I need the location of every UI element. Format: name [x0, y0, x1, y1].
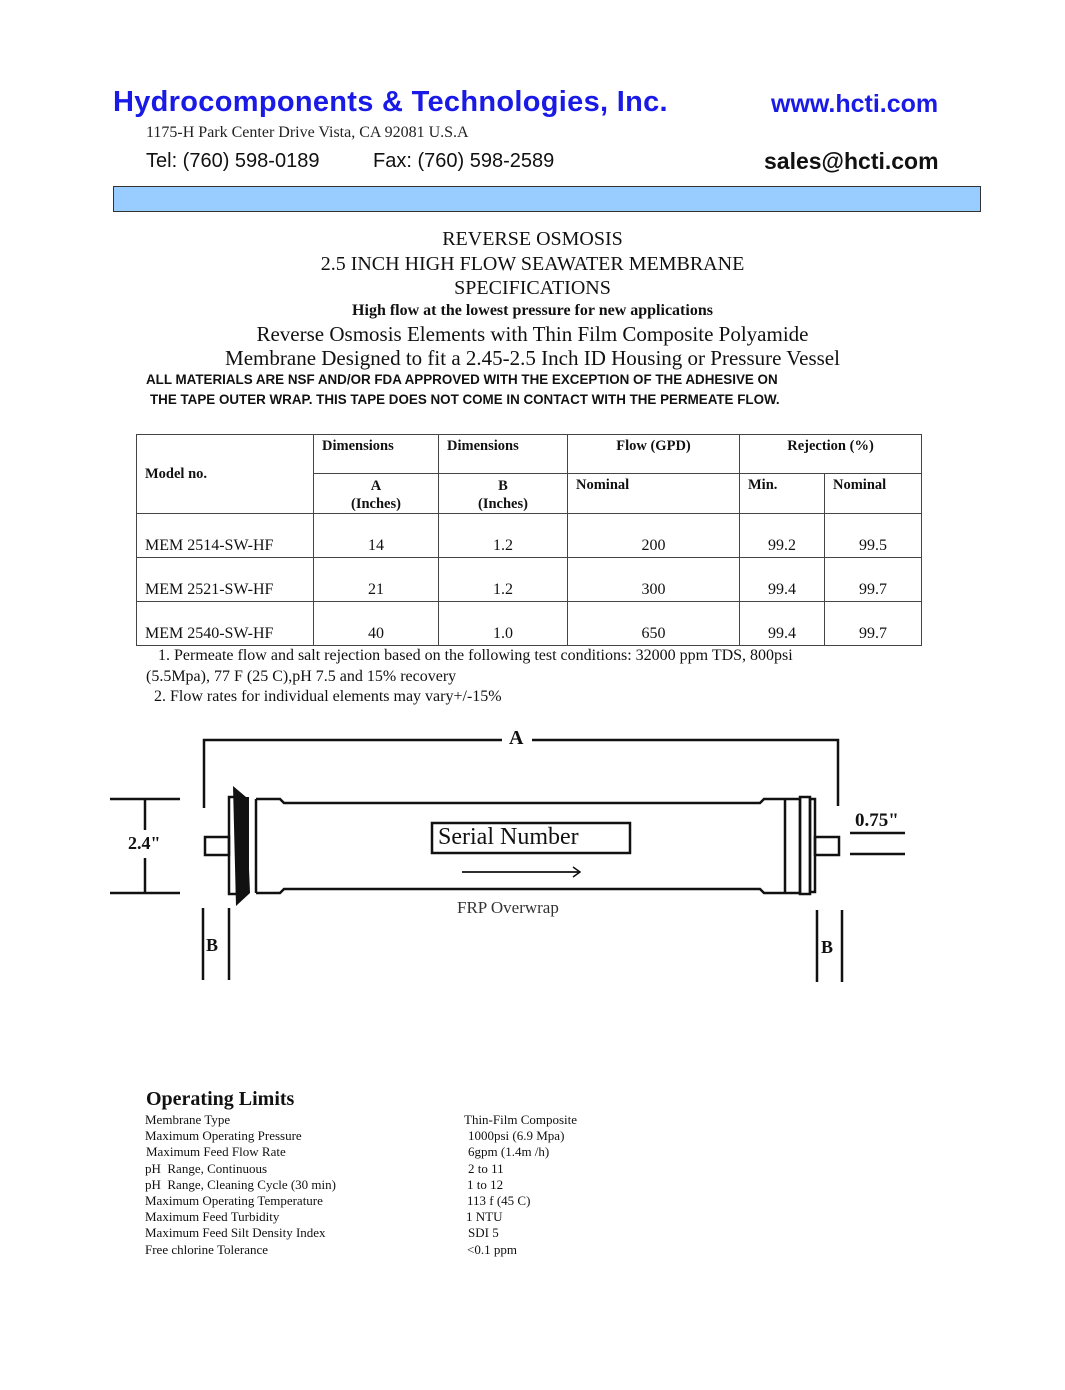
cell-model: MEM 2521-SW-HF	[137, 558, 314, 602]
limit-label: pH Range, Continuous	[145, 1160, 268, 1176]
diameter-label: 2.4"	[128, 833, 161, 853]
company-name: Hydrocomponents & Technologies, Inc.	[113, 86, 668, 118]
dimension-b-right-label: B	[821, 937, 834, 957]
header-a-unit: (Inches)	[351, 496, 401, 512]
cell-rejection-min: 99.4	[740, 602, 825, 646]
header-dimensions-b: Dimensions	[439, 435, 568, 474]
title-line-3: SPECIFICATIONS	[454, 277, 611, 299]
cell-b: 1.2	[439, 558, 568, 602]
cell-rejection-min: 99.2	[740, 514, 825, 558]
header-rejection: Rejection (%)	[740, 435, 922, 474]
limit-value: 1 NTU	[466, 1209, 503, 1225]
operating-limits-title: Operating Limits	[146, 1088, 295, 1110]
telephone: Tel: (760) 598-0189	[146, 150, 320, 172]
cell-flow: 300	[568, 558, 740, 602]
limit-label: Maximum Operating Pressure	[145, 1128, 302, 1144]
header-rejection-nominal: Nominal	[825, 474, 922, 514]
cell-rejection-nominal: 99.7	[825, 602, 922, 646]
website-link[interactable]: www.hcti.com	[771, 90, 939, 118]
description-line-2: Membrane Designed to fit a 2.45-2.5 Inch ID Housing or Pressure Vessel	[225, 346, 840, 370]
limit-value: 1000psi (6.9 Mpa)	[468, 1128, 565, 1144]
email-link[interactable]: sales@hcti.com	[764, 148, 939, 174]
cell-a: 14	[314, 514, 439, 558]
cell-a: 21	[314, 558, 439, 602]
tube-diameter-label: 0.75"	[855, 810, 899, 831]
header-a-label: A	[370, 478, 382, 494]
header-model: Model no.	[137, 435, 314, 514]
note-1-line-2: (5.5Mpa), 77 F (25 C),pH 7.5 and 15% recovery	[146, 667, 457, 685]
limit-value: SDI 5	[468, 1225, 499, 1241]
title-line-1: REVERSE OSMOSIS	[442, 228, 623, 250]
note-1-line-1: 1. Permeate flow and salt rejection based on the following test conditions: 32000 ppm TDS, 800psi	[158, 647, 793, 664]
materials-warning-line-1: ALL MATERIALS ARE NSF AND/OR FDA APPROVED WITH THE EXCEPTION OF THE ADHESIVE ON	[146, 372, 778, 387]
limit-value: 113 f (45 C)	[467, 1193, 531, 1209]
cell-b: 1.2	[439, 514, 568, 558]
serial-number-label: Serial Number	[438, 824, 579, 850]
limit-value: 1 to 12	[467, 1176, 504, 1192]
cell-model: MEM 2514-SW-HF	[137, 514, 314, 558]
limit-label: Maximum Feed Flow Rate	[146, 1144, 286, 1160]
cell-b: 1.0	[439, 602, 568, 646]
note-2: 2. Flow rates for individual elements may vary+/-15%	[154, 688, 502, 705]
limit-label: Maximum Feed Silt Density Index	[145, 1225, 326, 1241]
limit-label: Maximum Feed Turbidity	[145, 1209, 280, 1225]
tagline: High flow at the lowest pressure for new applications	[352, 302, 713, 319]
limit-value: 6gpm (1.4m /h)	[468, 1144, 550, 1160]
operating-limits-values	[464, 1112, 577, 1258]
frp-overwrap-label: FRP Overwrap	[457, 898, 559, 917]
limit-label: Free chlorine Tolerance	[145, 1241, 269, 1257]
limit-label: pH Range, Cleaning Cycle (30 min)	[145, 1176, 336, 1192]
cell-model: MEM 2540-SW-HF	[137, 602, 314, 646]
limit-label: Membrane Type	[145, 1112, 231, 1127]
cell-flow: 650	[568, 602, 740, 646]
fax: Fax: (760) 598-2589	[373, 150, 555, 172]
title-line-2: 2.5 INCH HIGH FLOW SEAWATER MEMBRANE	[320, 253, 745, 275]
limit-value: 2 to 11	[468, 1160, 504, 1176]
dimension-b-left-label: B	[206, 935, 219, 955]
cell-a: 40	[314, 602, 439, 646]
cell-flow: 200	[568, 514, 740, 558]
limit-label: Maximum Operating Temperature	[145, 1193, 323, 1209]
header-b-unit: (Inches)	[478, 496, 528, 512]
company-address: 1175-H Park Center Drive Vista, CA 92081 U.S.A	[146, 124, 469, 141]
description-line-1: Reverse Osmosis Elements with Thin Film Composite Polyamide	[256, 322, 809, 346]
header-flow: Flow (GPD)	[568, 435, 740, 474]
cell-rejection-nominal: 99.5	[825, 514, 922, 558]
header-rejection-min: Min.	[740, 474, 825, 514]
materials-warning-line-2: THE TAPE OUTER WRAP. THIS TAPE DOES NOT COME IN CONTACT WITH THE PERMEATE FLOW.	[150, 392, 780, 407]
cell-rejection-nominal: 99.7	[825, 558, 922, 602]
dimension-a-label: A	[509, 727, 524, 749]
header-flow-nominal: Nominal	[568, 474, 740, 514]
cell-rejection-min: 99.4	[740, 558, 825, 602]
header-b-label: B	[498, 478, 508, 494]
header-dimensions-a: Dimensions	[314, 435, 439, 474]
limit-value: Thin-Film Composite	[464, 1112, 578, 1127]
operating-limits-labels	[145, 1112, 336, 1258]
limit-value: <0.1 ppm	[467, 1241, 517, 1257]
